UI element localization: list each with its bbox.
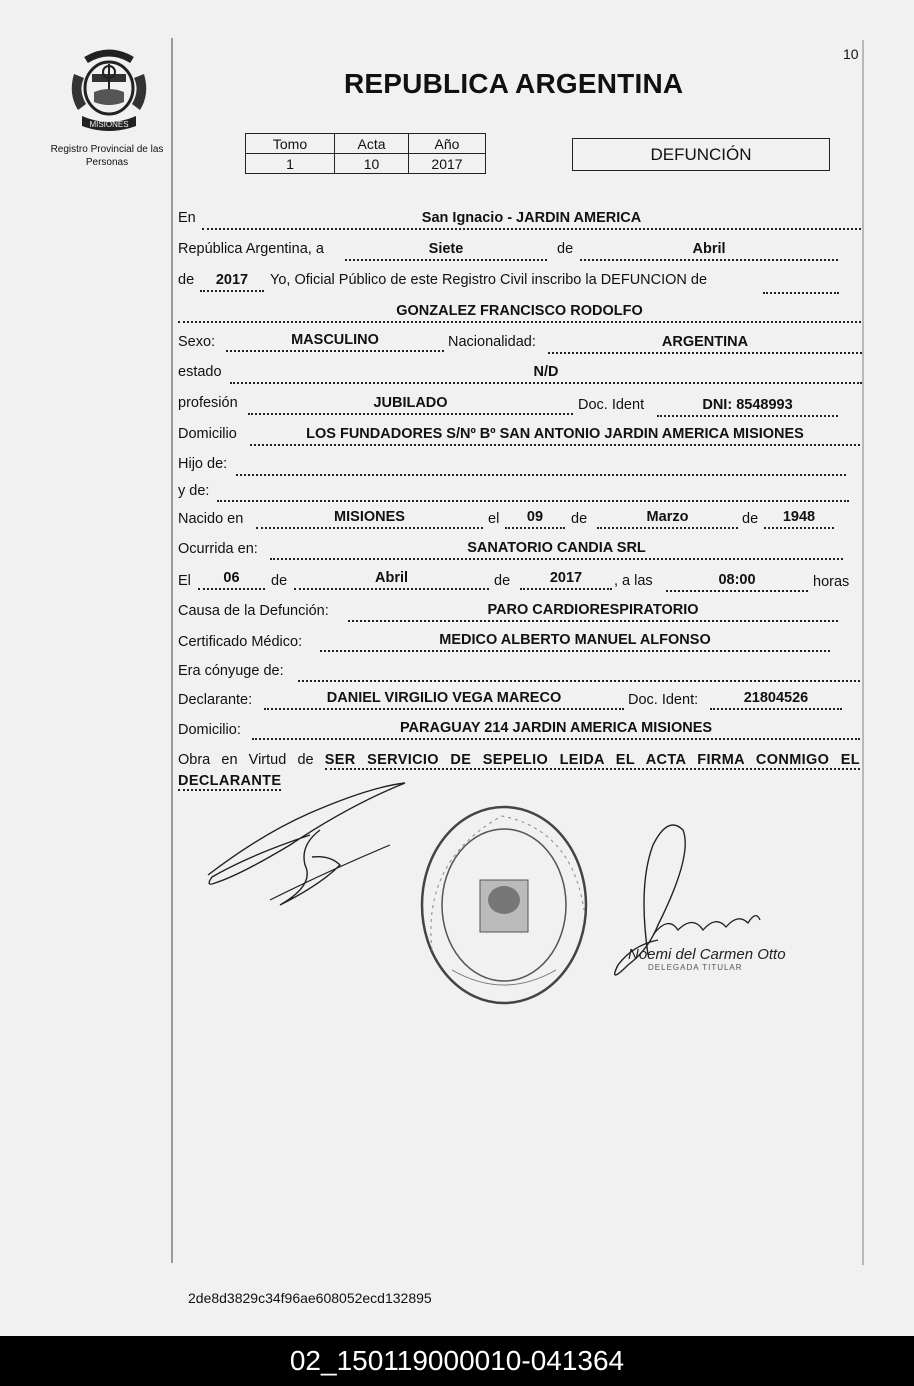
- label-de-def-mes: de: [271, 573, 288, 589]
- field-nacionalidad: ARGENTINA: [548, 334, 862, 354]
- anio-header: Año: [409, 134, 486, 154]
- field-profesion: JUBILADO: [248, 395, 573, 415]
- document-type-box: [572, 138, 830, 171]
- label-y-de: y de:: [178, 483, 210, 499]
- label-causa: Causa de la Defunción:: [178, 603, 329, 619]
- label-declarante: Declarante:: [178, 692, 253, 708]
- label-de-nac-anio: de: [742, 511, 759, 527]
- registry-name: Registro Provincial de las Personas: [50, 144, 164, 168]
- label-domicilio-decl: Domicilio:: [178, 722, 241, 738]
- label-ocurrida-en: Ocurrida en:: [178, 541, 258, 557]
- label-doc-ident: Doc. Ident: [578, 397, 645, 413]
- label-doc-ident-decl: Doc. Ident:: [628, 692, 699, 708]
- label-domicilio: Domicilio: [178, 426, 237, 442]
- field-sexo: MASCULINO: [226, 332, 444, 352]
- label-profesion: profesión: [178, 395, 238, 411]
- label-nacido-en: Nacido en: [178, 511, 244, 527]
- field-def-mes: Abril: [294, 570, 489, 590]
- footer-id: 02_150119000010-041364: [289, 1345, 625, 1376]
- field-doc-ident-decl: 21804526: [710, 690, 842, 710]
- document-type: DEFUNCIÓN: [650, 144, 752, 164]
- field-nac-anio: 1948: [764, 509, 834, 529]
- label-a-las: , a las: [614, 573, 653, 589]
- document-hash: 2de8d3829c34f96ae608052ecd132895: [188, 1290, 432, 1306]
- label-en: En: [178, 210, 196, 226]
- official-role: DELEGADA TITULAR: [648, 963, 743, 972]
- label-hijo-de: Hijo de:: [178, 456, 228, 472]
- svg-text:MISIONES: MISIONES: [89, 120, 129, 129]
- tomo-header: Tomo: [246, 134, 335, 154]
- label-obra: Obra en Virtud de: [178, 752, 314, 768]
- field-certificado: MEDICO ALBERTO MANUEL ALFONSO: [320, 632, 830, 652]
- label-de-def-anio: de: [494, 573, 511, 589]
- anio-value: 2017: [409, 154, 486, 174]
- label-estado: estado: [178, 364, 222, 380]
- label-el-def: El: [178, 573, 191, 589]
- label-de-nac-mes: de: [571, 511, 588, 527]
- field-y-de: [217, 482, 849, 502]
- footer-id-bar: [0, 1336, 914, 1386]
- declarant-signature: [200, 775, 415, 915]
- field-nac-mes: Marzo: [597, 509, 738, 529]
- label-horas: horas: [813, 574, 850, 590]
- field-estado: N/D: [230, 364, 862, 384]
- label-de: de: [557, 241, 574, 257]
- field-def-dia: 06: [198, 570, 265, 590]
- label-certificado: Certificado Médico:: [178, 634, 303, 650]
- page-number: 10: [843, 46, 859, 62]
- field-def-anio: 2017: [520, 570, 612, 590]
- field-domicilio-decl: PARAGUAY 214 JARDIN AMERICA MISIONES: [252, 720, 860, 740]
- field-nac-dia: 09: [505, 509, 565, 529]
- field-lugar: San Ignacio - JARDIN AMERICA: [202, 210, 861, 230]
- label-de-anio: de: [178, 272, 195, 288]
- tomo-value: 1: [246, 154, 335, 174]
- field-conyuge: [298, 662, 860, 682]
- country-title: REPUBLICA ARGENTINA: [344, 68, 684, 99]
- field-ocurrida-en: SANATORIO CANDIA SRL: [270, 540, 843, 560]
- field-anio: 2017: [200, 272, 264, 292]
- field-blank-de: [763, 274, 839, 294]
- official-seal: [412, 800, 596, 1010]
- field-declarante: DANIEL VIRGILIO VEGA MARECO: [264, 690, 624, 710]
- acta-header: Acta: [335, 134, 409, 154]
- field-hijo-de: [236, 456, 846, 476]
- field-doc-ident: DNI: 8548993: [657, 397, 838, 417]
- label-yo-oficial: Yo, Oficial Público de este Registro Civil inscribo la DEFUNCION de: [270, 272, 708, 288]
- field-def-hora: 08:00: [666, 572, 808, 592]
- label-sexo: Sexo:: [178, 334, 216, 350]
- record-table: [245, 133, 486, 174]
- field-obra: SER SERVICIO DE SEPELIO LEIDA EL ACTA FIRMA CONMIGO EL DECLARANTE: [178, 752, 860, 789]
- label-conyuge: Era cónyuge de:: [178, 663, 284, 679]
- label-nacionalidad: Nacionalidad:: [448, 334, 536, 350]
- field-fallecido: GONZALEZ FRANCISCO RODOLFO: [178, 303, 861, 323]
- province-coat-of-arms-logo: [64, 44, 154, 136]
- official-name: Noemi del Carmen Otto: [628, 946, 786, 963]
- label-el: el: [488, 511, 500, 527]
- field-causa: PARO CARDIORESPIRATORIO: [348, 602, 838, 622]
- label-republica: República Argentina, a: [178, 241, 324, 257]
- field-domicilio: LOS FUNDADORES S/Nº Bº SAN ANTONIO JARDIN AMERICA MISIONES: [250, 426, 860, 446]
- left-margin-line: [171, 38, 173, 1263]
- field-dia-letras: Siete: [345, 241, 547, 261]
- field-nacido-en: MISIONES: [256, 509, 483, 529]
- acta-value: 10: [335, 154, 409, 174]
- right-margin-line: [862, 40, 864, 1265]
- field-mes: Abril: [580, 241, 838, 261]
